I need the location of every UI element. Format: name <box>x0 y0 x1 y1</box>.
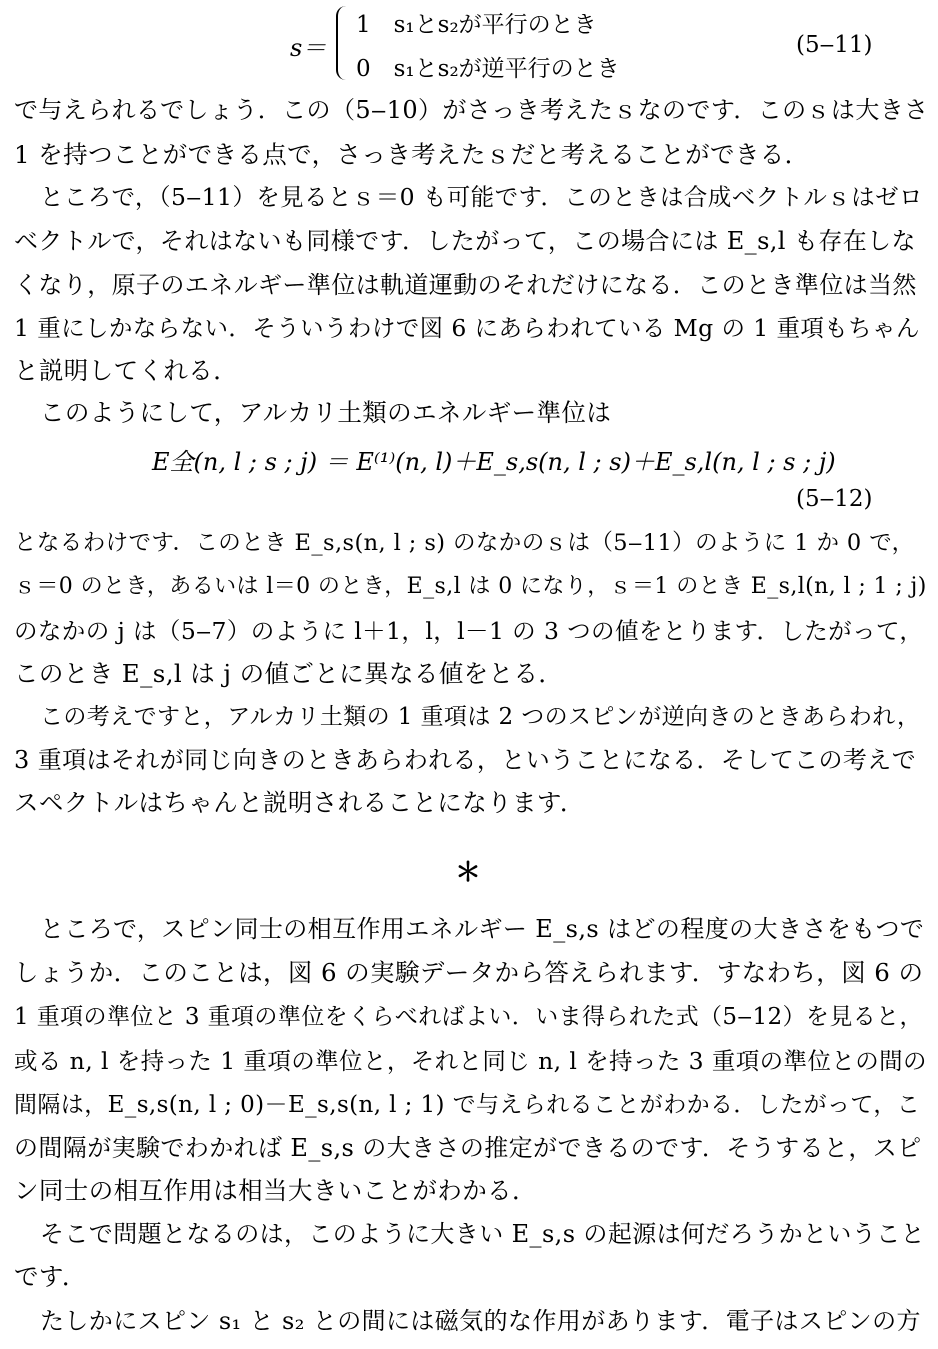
paragraph-line: 3 重項はそれが同じ向きのときあらわれる，ということになる．そしてこの考えで <box>14 746 917 774</box>
paragraph-line: このとき E_s,l は j の値ごとに異なる値をとる． <box>14 659 564 688</box>
paragraph-line: スペクトルはちゃんと説明されることになります． <box>14 788 585 817</box>
equation-5-12-number: (5‒12) <box>796 486 873 512</box>
paragraph-line: 1 重項の準位と 3 重項の準位をくらべればよい．いま得られた式（5‒12）を見ると， <box>14 1004 923 1030</box>
paragraph-line: のなかの j は（5‒7）のように l＋1，l，l－1 の 3 つの値をとります．したがって， <box>14 617 924 645</box>
paragraph-line: このようにして，アルカリ土類のエネルギー準位は <box>40 398 612 427</box>
paragraph-line: ところで，（5‒11）を見るとｓ＝0 も可能です．このときは合成ベクトルｓはゼロ <box>40 183 923 211</box>
paragraph-line: の間隔が実験でわかれば E_s,s の大きさの推定ができるのです．そうすると，スピ <box>14 1134 922 1162</box>
paragraph-line: くなり，原子のエネルギー準位は軌道運動のそれだけになる．このとき準位は当然 <box>14 271 917 299</box>
equation-5-11-brace <box>336 6 350 80</box>
equation-5-11-case2: 0 s₁とs₂が逆平行のとき <box>356 56 620 82</box>
equation-5-12-formula: E全(n, l ; s ; j) ＝ E⁽¹⁾(n, l)＋E_s,s(n, l ; s)＋E_s,l(n, l ; s ; j) <box>152 448 836 476</box>
paragraph-line: 1 を持つことができる点で，さっき考えたｓだと考えることができる． <box>14 140 810 169</box>
paragraph-line: ところで，スピン同士の相互作用エネルギー E_s,s はどの程度の大きさをもつで <box>40 915 925 943</box>
paragraph-line: 或る n, l を持った 1 重項の準位と，それと同じ n, l を持った 3 重項の準位との間の <box>14 1047 927 1075</box>
paragraph-line: です． <box>14 1262 87 1291</box>
paragraph-line: そこで問題となるのは，このように大きい E_s,s の起源は何だろうかということ <box>40 1220 926 1248</box>
paragraph-line: となるわけです．このとき E_s,s(n, l ; s) のなかのｓは（5‒11）のように 1 か 0 で， <box>14 530 915 556</box>
paragraph-line: たしかにスピン s₁ と s₂ との間には磁気的な作用があります．電子はスピンの方 <box>40 1307 921 1335</box>
paragraph-line: ｓ＝0 のとき，あるいは l＝0 のとき，E_s,l は 0 になり，ｓ＝1 のとき E_s,l(n, l ; 1 ; j) <box>14 574 927 599</box>
equation-5-11-lhs: s＝ <box>290 34 327 62</box>
paragraph-line: ン同士の相互作用は相当大きいことがわかる． <box>14 1176 537 1205</box>
section-separator: ＊ <box>455 858 482 888</box>
equation-5-11-number: (5‒11) <box>796 32 873 58</box>
paragraph-line: 1 重にしかならない．そういうわけで図 6 にあらわれている Mg の 1 重項もちゃん <box>14 314 920 342</box>
equation-5-11-case1: 1 s₁とs₂が平行のとき <box>356 12 597 38</box>
paragraph-line: で与えられるでしょう．この（5‒10）がさっき考えたｓなのです．このｓは大きさ <box>14 96 929 124</box>
paragraph-line: と説明してくれる． <box>14 356 239 385</box>
paragraph-line: この考えですと，アルカリ土類の 1 重項は 2 つのスピンが逆向きのときあらわれ， <box>40 704 921 730</box>
paragraph-line: ベクトルで，それはないも同様です．したがって，この場合には E_s,l も存在しな <box>14 227 916 255</box>
paragraph-line: 間隔は，E_s,s(n, l ; 0)－E_s,s(n, l ; 1) で与えられることがわかる．したがって，こ <box>14 1092 921 1118</box>
paragraph-line: しょうか．このことは，図 6 の実験データから答えられます．すなわち，図 6 の <box>14 958 924 987</box>
